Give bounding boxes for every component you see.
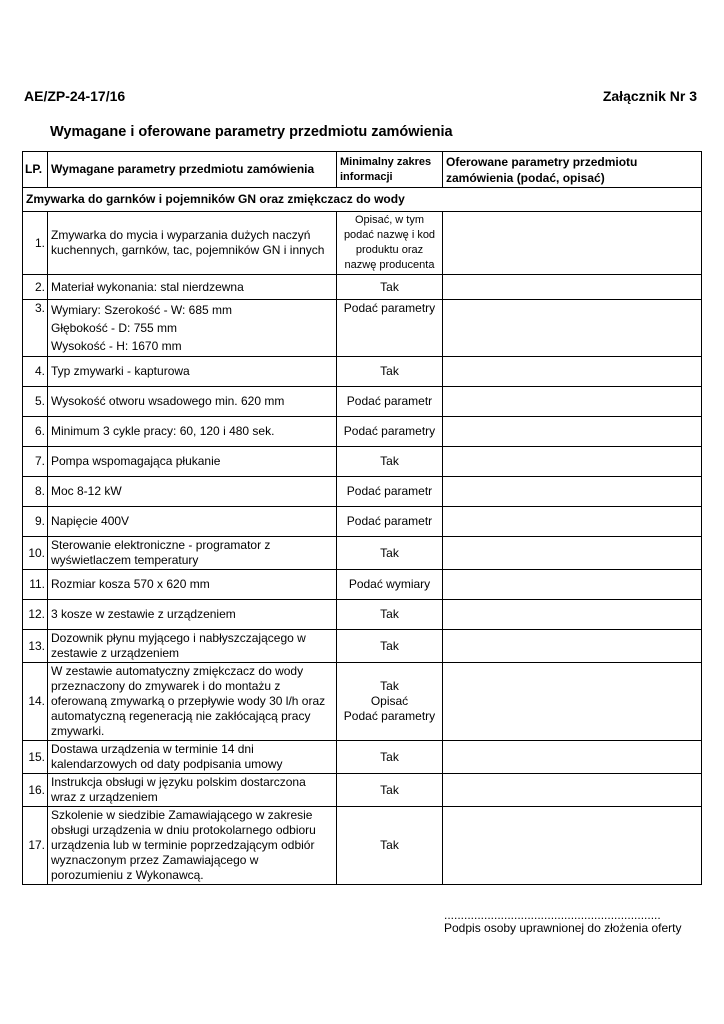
required-parameter-line: Rozmiar kosza 570 x 620 mm bbox=[51, 577, 210, 591]
required-parameter-line: Wysokość - H: 1670 mm bbox=[51, 339, 182, 353]
required-parameter-line: Sterowanie elektroniczne - programator z wyświetlaczem temperatury bbox=[51, 538, 271, 567]
required-parameter bbox=[48, 357, 337, 387]
min-scope-value bbox=[337, 537, 443, 570]
table-row bbox=[23, 537, 702, 570]
row-number: 8. bbox=[23, 477, 48, 507]
min-scope-value bbox=[337, 807, 443, 885]
row-number: 11. bbox=[23, 570, 48, 600]
min-scope-line: Podać parametr bbox=[346, 484, 433, 498]
row-number: 10. bbox=[23, 537, 48, 570]
required-parameter-line: Minimum 3 cykle pracy: 60, 120 i 480 sek. bbox=[51, 424, 275, 438]
required-parameter bbox=[48, 741, 337, 774]
row-number: 7. bbox=[23, 447, 48, 477]
row-number: 6. bbox=[23, 417, 48, 447]
offered-parameter-cell[interactable] bbox=[443, 507, 702, 537]
offered-parameter-cell[interactable] bbox=[443, 663, 702, 741]
min-scope-value bbox=[337, 357, 443, 387]
table-row bbox=[23, 630, 702, 663]
min-scope-value bbox=[337, 275, 443, 300]
min-scope-line: Opisać bbox=[370, 694, 409, 708]
table-row bbox=[23, 807, 702, 885]
table-row bbox=[23, 663, 702, 741]
table-row bbox=[23, 774, 702, 807]
min-scope-value bbox=[337, 630, 443, 663]
min-scope-line: Tak bbox=[380, 364, 399, 378]
min-scope-value bbox=[337, 774, 443, 807]
offered-parameter-cell[interactable] bbox=[443, 300, 702, 357]
column-header-lp: LP. bbox=[23, 152, 48, 188]
offered-parameter-cell[interactable] bbox=[443, 447, 702, 477]
required-parameter bbox=[48, 477, 337, 507]
required-parameter-line: Głębokość - D: 755 mm bbox=[51, 321, 178, 335]
min-scope-line: Tak bbox=[380, 545, 399, 560]
required-parameter bbox=[48, 387, 337, 417]
required-parameter bbox=[48, 417, 337, 447]
table-row bbox=[23, 570, 702, 600]
offered-parameter-cell[interactable] bbox=[443, 741, 702, 774]
row-number: 16. bbox=[23, 774, 48, 807]
row-number: 1. bbox=[23, 212, 48, 275]
min-scope-line: Tak bbox=[380, 454, 399, 468]
offered-parameter-cell[interactable] bbox=[443, 630, 702, 663]
required-parameter-line: Wymiary: Szerokość - W: 685 mm bbox=[51, 303, 233, 317]
table-row bbox=[23, 600, 702, 630]
min-scope-line: Tak bbox=[380, 638, 399, 653]
table-row bbox=[23, 741, 702, 774]
required-parameter bbox=[48, 774, 337, 807]
row-number: 5. bbox=[23, 387, 48, 417]
table-row bbox=[23, 212, 702, 275]
offered-parameter-cell[interactable] bbox=[443, 477, 702, 507]
offered-parameter-cell[interactable] bbox=[443, 570, 702, 600]
min-scope-value bbox=[337, 447, 443, 477]
required-parameter bbox=[48, 507, 337, 537]
min-scope-line: Opisać, w tym podać nazwę i kod produktu oraz nazwę producenta bbox=[343, 214, 436, 271]
row-number: 2. bbox=[23, 275, 48, 300]
required-parameter bbox=[48, 630, 337, 663]
min-scope-line: Podać parametry bbox=[343, 709, 436, 723]
row-number: 14. bbox=[23, 663, 48, 741]
required-parameter-line: Dostawa urządzenia w terminie 14 dni kalendarzowych od daty podpisania umowy bbox=[51, 742, 283, 771]
column-header-offered: Oferowane parametry przedmiotu zamówienia (podać, opisać) bbox=[443, 152, 702, 188]
required-parameter bbox=[48, 537, 337, 570]
required-parameter-line: Typ zmywarki - kapturowa bbox=[51, 364, 190, 378]
required-parameter bbox=[48, 663, 337, 741]
min-scope-line: Podać wymiary bbox=[348, 577, 431, 591]
parameters-table bbox=[22, 151, 702, 885]
offered-parameter-cell[interactable] bbox=[443, 387, 702, 417]
min-scope-line: Podać parametry bbox=[343, 424, 436, 438]
table-row bbox=[23, 275, 702, 300]
required-parameter-line: W zestawie automatyczny zmiękczacz do wody przeznaczony do zmywarek i do montażu z oferowaną zmywarką o przepływie wody 30 l/h oraz automatyczną regeneracją nie zakłócającą pracy zmywarki. bbox=[51, 664, 326, 738]
row-number: 13. bbox=[23, 630, 48, 663]
offered-parameter-cell[interactable] bbox=[443, 212, 702, 275]
table-row bbox=[23, 507, 702, 537]
offered-parameter-cell[interactable] bbox=[443, 600, 702, 630]
required-parameter bbox=[48, 300, 337, 357]
column-header-required: Wymagane parametry przedmiotu zamówienia bbox=[48, 152, 337, 188]
row-number: 9. bbox=[23, 507, 48, 537]
column-header-min-scope: Minimalny zakres informacji bbox=[337, 152, 443, 188]
min-scope-line: Tak bbox=[380, 279, 399, 294]
min-scope-line: Podać parametr bbox=[346, 514, 433, 528]
offered-parameter-cell[interactable] bbox=[443, 275, 702, 300]
offered-parameter-cell[interactable] bbox=[443, 774, 702, 807]
signature-line: ................................................................. bbox=[444, 908, 661, 922]
required-parameter-line: Napięcie 400V bbox=[51, 514, 130, 528]
offered-parameter-cell[interactable] bbox=[443, 417, 702, 447]
min-scope-line: Tak bbox=[380, 607, 399, 621]
table-row bbox=[23, 357, 702, 387]
min-scope-value bbox=[337, 212, 443, 275]
row-number: 4. bbox=[23, 357, 48, 387]
required-parameter-line: Wysokość otworu wsadowego min. 620 mm bbox=[51, 394, 285, 408]
min-scope-value bbox=[337, 663, 443, 741]
required-parameter-line: Szkolenie w siedzibie Zamawiającego w zakresie obsługi urządzenia w dniu protokolarnego odbioru urządzenia lub w terminie poprzedzającym odbiór wyznaczonym przez Zamawiającego w porozumieniu z Wykonawcą. bbox=[51, 808, 316, 882]
min-scope-line: Podać parametry bbox=[343, 301, 436, 315]
offered-parameter-cell[interactable] bbox=[443, 537, 702, 570]
required-parameter-line: Instrukcja obsługi w języku polskim dostarczona wraz z urządzeniem bbox=[51, 775, 306, 804]
min-scope-value bbox=[337, 300, 443, 357]
required-parameter bbox=[48, 600, 337, 630]
required-parameter bbox=[48, 447, 337, 477]
required-parameter-line: Dozownik płynu myjącego i nabłyszczającego w zestawie z urządzeniem bbox=[51, 631, 306, 660]
table-row bbox=[23, 300, 702, 357]
document-reference: AE/ZP-24-17/16 bbox=[24, 88, 126, 104]
min-scope-value bbox=[337, 570, 443, 600]
signature-label: Podpis osoby uprawnionej do złożenia oferty bbox=[444, 921, 682, 935]
required-parameter-line: Materiał wykonania: stal nierdzewna bbox=[51, 279, 244, 294]
table-row bbox=[23, 477, 702, 507]
row-number: 3. bbox=[23, 300, 48, 357]
offered-parameter-cell[interactable] bbox=[443, 357, 702, 387]
min-scope-line: Tak bbox=[380, 838, 399, 852]
min-scope-value bbox=[337, 507, 443, 537]
min-scope-value bbox=[337, 417, 443, 447]
min-scope-line: Podać parametr bbox=[346, 394, 433, 408]
required-parameter-line: Moc 8-12 kW bbox=[51, 484, 122, 498]
min-scope-line: Tak bbox=[380, 679, 399, 693]
row-number: 15. bbox=[23, 741, 48, 774]
row-number: 12. bbox=[23, 600, 48, 630]
attachment-label: Załącznik Nr 3 bbox=[602, 88, 697, 104]
offered-parameter-cell[interactable] bbox=[443, 807, 702, 885]
page-title: Wymagane i oferowane parametry przedmiotu zamówienia bbox=[50, 124, 453, 140]
min-scope-line: Tak bbox=[380, 782, 399, 797]
required-parameter-line: 3 kosze w zestawie z urządzeniem bbox=[51, 607, 236, 621]
required-parameter bbox=[48, 275, 337, 300]
min-scope-value bbox=[337, 387, 443, 417]
row-number: 17. bbox=[23, 807, 48, 885]
min-scope-line: Tak bbox=[380, 749, 399, 764]
required-parameter-line: Zmywarka do mycia i wyparzania dużych naczyń kuchennych, garnków, tac, pojemników GN i innych bbox=[51, 228, 325, 257]
required-parameter-line: Pompa wspomagająca płukanie bbox=[51, 454, 221, 468]
table-row bbox=[23, 447, 702, 477]
required-parameter bbox=[48, 807, 337, 885]
min-scope-value bbox=[337, 477, 443, 507]
min-scope-value bbox=[337, 600, 443, 630]
table-row bbox=[23, 387, 702, 417]
section-title: Zmywarka do garnków i pojemników GN oraz zmiękczacz do wody bbox=[23, 188, 702, 212]
min-scope-value bbox=[337, 741, 443, 774]
required-parameter bbox=[48, 570, 337, 600]
required-parameter bbox=[48, 212, 337, 275]
table-row bbox=[23, 417, 702, 447]
